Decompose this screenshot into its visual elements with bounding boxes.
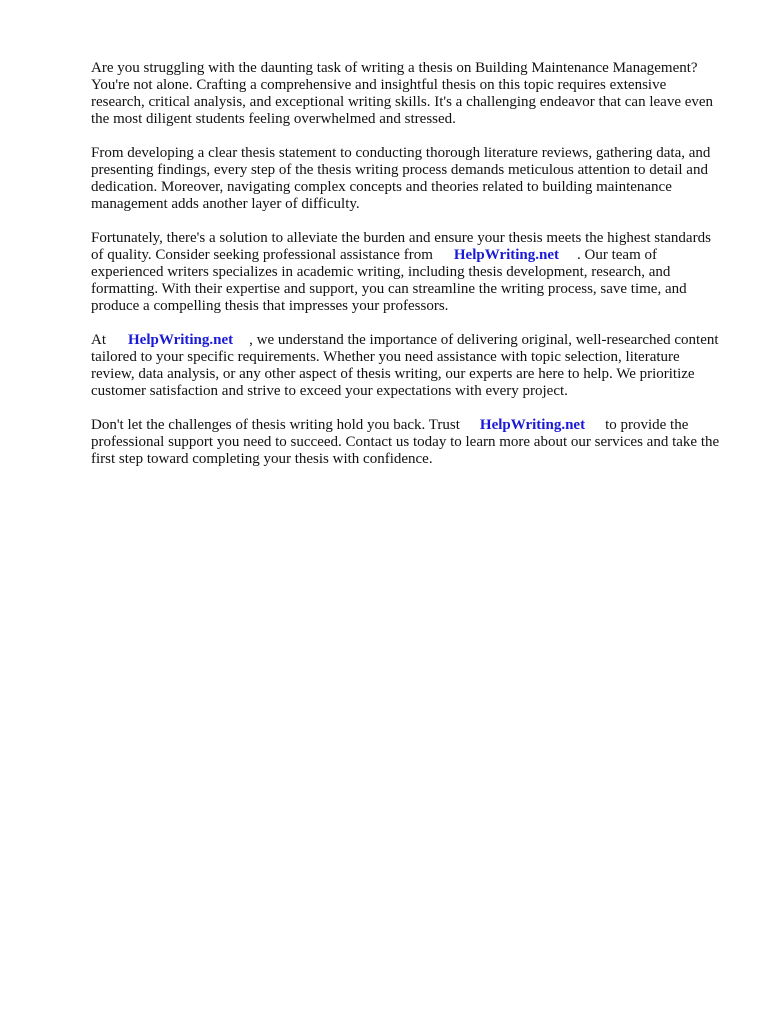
paragraph-cta-text-after: to provide the professional support you need to succeed. Contact us today to learn more about our services and take the first step toward completing your thesis with confidence.: [91, 416, 720, 467]
helpwriting-link[interactable]: HelpWriting.net: [128, 331, 234, 348]
helpwriting-link[interactable]: HelpWriting.net: [479, 416, 586, 433]
document-body: [91, 60, 723, 484]
paragraph-solution: [91, 230, 723, 315]
paragraph-about-text-after: , we understand the importance of delivering original, well-researched content tailored to your specific requirements. Whether you need assistance with topic selection, literature review, data analysis, or any other aspect of thesis writing, our experts are here to help. We prioritize customer satisfaction and strive to exceed your expectations with every project.: [91, 331, 719, 399]
paragraph-cta-text-before: Don't let the challenges of thesis writing hold you back. Trust: [91, 416, 460, 433]
paragraph-solution-text-before: Fortunately, there's a solution to alleviate the burden and ensure your thesis meets the highest standards of quality. Consider seeking professional assistance from: [91, 229, 711, 263]
paragraph-intro: Are you struggling with the daunting task of writing a thesis on Building Maintenance Management? You're not alone. Crafting a comprehensive and insightful thesis on this topic requires extensive research, critical analysis, and exceptional writing skills. It's a challenging endeavor that can leave even the most diligent students feeling overwhelmed and stressed.: [91, 60, 714, 128]
paragraph-call-to-action: [91, 417, 723, 468]
paragraph-solution-text-after: . Our team of experienced writers specializes in academic writing, including thesis development, research, and formatting. With their expertise and support, you can streamline the writing process, save time, and produce a compelling thesis that impresses your professors.: [91, 246, 687, 315]
paragraph-about-text-before: At: [91, 331, 106, 348]
paragraph-challenges: From developing a clear thesis statement to conducting thorough literature reviews, gathering data, and presenting findings, every step of the thesis writing process demands meticulous attention to detail and dedication. Moreover, navigating complex concepts and theories related to building maintenance management adds another layer of difficulty.: [91, 144, 711, 213]
helpwriting-link[interactable]: HelpWriting.net: [453, 246, 560, 263]
paragraph-about: [91, 332, 723, 400]
